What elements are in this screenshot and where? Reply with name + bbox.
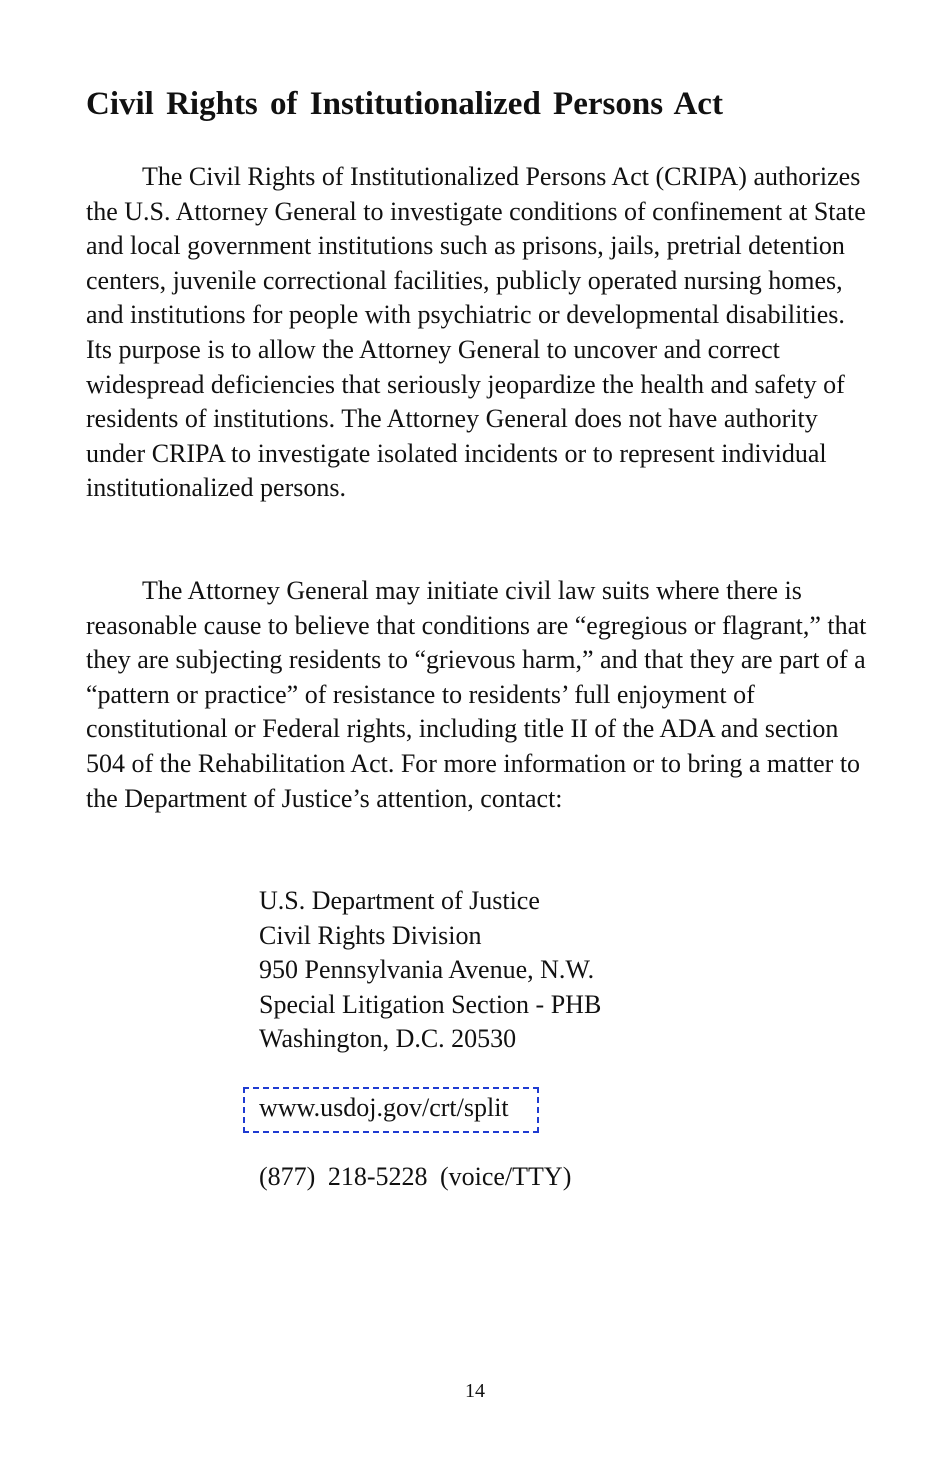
address-line-section: Special Litigation Section - PHB xyxy=(259,989,602,1019)
body-paragraph-cripa-overview: The Civil Rights of Institutionalized Persons Act (CRIPA) authorizes the U.S. Attorney General to investigate conditions of confinement at State and local government institutions such as prisons, jails, pretrial detention centers, juvenile correctional facilities, publicly operated nursing homes, and institutions for people with psychiatric or developmental disabilities. Its purpose is to allow the Attorney General to uncover and correct widespread deficiencies that seriously jeopardize the health and safety of residents of institutions. The Attorney General does not have authority under CRIPA to investigate isolated incidents or to represent individual institutionalized persons. xyxy=(86,162,866,503)
website-link[interactable]: www.usdoj.gov/crt/split xyxy=(259,1093,509,1122)
page-title: Civil Rights of Institutionalized Persons Act xyxy=(86,86,723,122)
address-line-street: 950 Pennsylvania Avenue, N.W. xyxy=(259,955,595,985)
contact-address xyxy=(259,884,601,1057)
page-number: 14 xyxy=(465,1380,485,1402)
address-line-city: Washington, D.C. 20530 xyxy=(259,1024,517,1054)
body-paragraph-civil-suits: The Attorney General may initiate civil law suits where there is reasonable cause to believe that conditions are “egregious or flagrant,” that they are subjecting residents to “grievous harm,” and that they are part of a “pattern or practice” of resistance to residents’ full enjoyment of constitutional or Federal rights, including title II of the ADA and section 504 of the Rehabilitation Act. For more information or to bring a matter to the Department of Justice’s attention, contact: xyxy=(86,576,867,813)
contact-phone: (877) 218-5228 (voice/TTY) xyxy=(259,1162,572,1191)
address-line-department: U.S. Department of Justice xyxy=(259,886,540,915)
address-line-division: Civil Rights Division xyxy=(259,920,482,950)
